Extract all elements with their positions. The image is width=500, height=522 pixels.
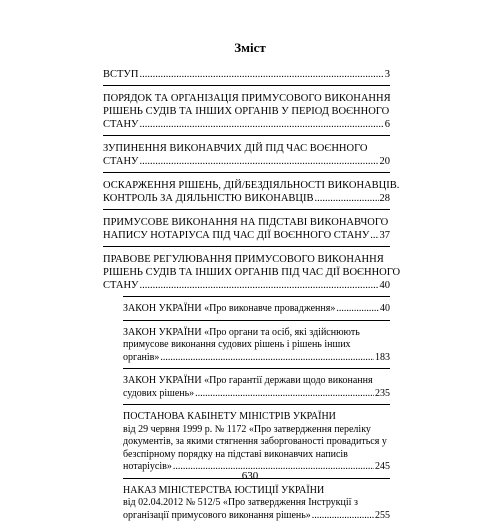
- leader-dots: [370, 229, 378, 242]
- divider: [103, 209, 390, 210]
- divider: [103, 135, 390, 136]
- toc-line: органів» ..... 183: [123, 352, 390, 365]
- divider: [123, 368, 390, 369]
- toc-entry-notary-writ[interactable]: ПРИМУСОВЕ ВИКОНАННЯ НА ПІДСТАВІ ВИКОНАВЧОГО НАПИСУ НОТАРІУСА ПІД ЧАС ДІЇ ВОЄННОГО СТАНУ ..... 37: [103, 216, 390, 242]
- divider: [103, 246, 390, 247]
- toc-entry-cabinet-resolution[interactable]: ПОСТАНОВА КАБІНЕТУ МІНІСТРІВ УКРАЇНИ від 29 червня 1999 р. № 1172 «Про затвердження переліку документів, за якими стягнення заборгованості провадиться у безспірному порядку на підставі виконавчих написів нотаріусів» ..... 245: [123, 411, 390, 474]
- toc-line: КОНТРОЛЬ ЗА ДІЯЛЬНІСТЮ ВИКОНАВЦІВ ..... 28: [103, 192, 390, 205]
- divider: [123, 296, 390, 297]
- toc-line: СТАНУ ..... 20: [103, 155, 390, 168]
- page-ref: 245: [375, 461, 390, 474]
- toc-line: організації примусового виконання рішень» ..... 255: [123, 510, 390, 522]
- page-ref: 37: [380, 229, 391, 242]
- leader-dots: [336, 303, 379, 316]
- table-of-contents: [103, 68, 390, 522]
- page-ref: 28: [380, 192, 391, 205]
- toc-entry-law-state-guarantees[interactable]: ЗАКОН УКРАЇНИ «Про гарантії держави щодо виконання судових рішень» ..... 235: [123, 375, 390, 400]
- page-ref: 40: [380, 279, 391, 292]
- page-number: 630: [0, 470, 500, 482]
- toc-entry-procedure[interactable]: ПОРЯДОК ТА ОРГАНІЗАЦІЯ ПРИМУСОВОГО ВИКОНАННЯ РІШЕНЬ СУДІВ ТА ІНШИХ ОРГАНІВ У ПЕРІОД ВОЄННОГО СТАНУ ..... 6: [103, 92, 390, 131]
- toc-title: Зміст: [0, 40, 500, 56]
- leader-dots: [195, 388, 374, 401]
- page-ref: 40: [380, 303, 390, 316]
- leader-dots: [312, 510, 374, 522]
- leader-dots: [314, 192, 378, 205]
- toc-line: нотаріусів» ..... 245: [123, 461, 390, 474]
- toc-entry-suspension[interactable]: ЗУПИНЕННЯ ВИКОНАВЧИХ ДІЙ ПІД ЧАС ВОЄННОГО СТАНУ ..... 20: [103, 142, 390, 168]
- page-ref: 183: [375, 352, 390, 365]
- leader-dots: [160, 352, 374, 365]
- leader-dots: [140, 118, 384, 131]
- toc-line: СТАНУ ..... 40: [103, 279, 390, 292]
- divider: [123, 404, 390, 405]
- toc-line: СТАНУ ..... 6: [103, 118, 390, 131]
- page-ref: 255: [375, 510, 390, 522]
- page-ref: 235: [375, 388, 390, 401]
- toc-entry-legal-regulation[interactable]: ПРАВОВЕ РЕГУЛЮВАННЯ ПРИМУСОВОГО ВИКОНАННЯ РІШЕНЬ СУДІВ ТА ІНШИХ ОРГАНІВ ПІД ЧАС ДІЇ ВОЄННОГО СТАНУ ..... 40: [103, 253, 390, 292]
- toc-line: ЗАКОН УКРАЇНИ «Про виконавче провадження» ..... 40: [123, 303, 390, 316]
- toc-entry-law-bodies-persons[interactable]: ЗАКОН УКРАЇНИ «Про органи та осіб, які здійснюють примусове виконання судових рішень і рішень інших органів» ..... 183: [123, 327, 390, 365]
- toc-entry-law-enforcement-proceedings[interactable]: [123, 303, 390, 316]
- toc-line: ВСТУП ..... 3: [103, 68, 390, 81]
- divider: [103, 85, 390, 86]
- toc-entry-appeal[interactable]: ОСКАРЖЕННЯ РІШЕНЬ, ДІЙ/БЕЗДІЯЛЬНОСТІ ВИКОНАВЦІВ. КОНТРОЛЬ ЗА ДІЯЛЬНІСТЮ ВИКОНАВЦІВ ..... 28: [103, 179, 390, 205]
- toc-entry-intro[interactable]: [103, 68, 390, 81]
- toc-line: судових рішень» ..... 235: [123, 388, 390, 401]
- leader-dots: [140, 279, 379, 292]
- divider: [103, 172, 390, 173]
- page-ref: 6: [385, 118, 390, 131]
- toc-entry-ministry-order[interactable]: НАКАЗ МІНІСТЕРСТВА ЮСТИЦІЇ УКРАЇНИ від 02.04.2012 № 512/5 «Про затвердження Інструкції з організації примусового виконання рішень» ..... 255: [123, 485, 390, 522]
- toc-line: НАПИСУ НОТАРІУСА ПІД ЧАС ДІЇ ВОЄННОГО СТАНУ ..... 37: [103, 229, 390, 242]
- page-ref: 3: [385, 68, 390, 81]
- page-ref: 20: [380, 155, 391, 168]
- leader-dots: [140, 155, 379, 168]
- leader-dots: [139, 68, 383, 81]
- divider: [123, 320, 390, 321]
